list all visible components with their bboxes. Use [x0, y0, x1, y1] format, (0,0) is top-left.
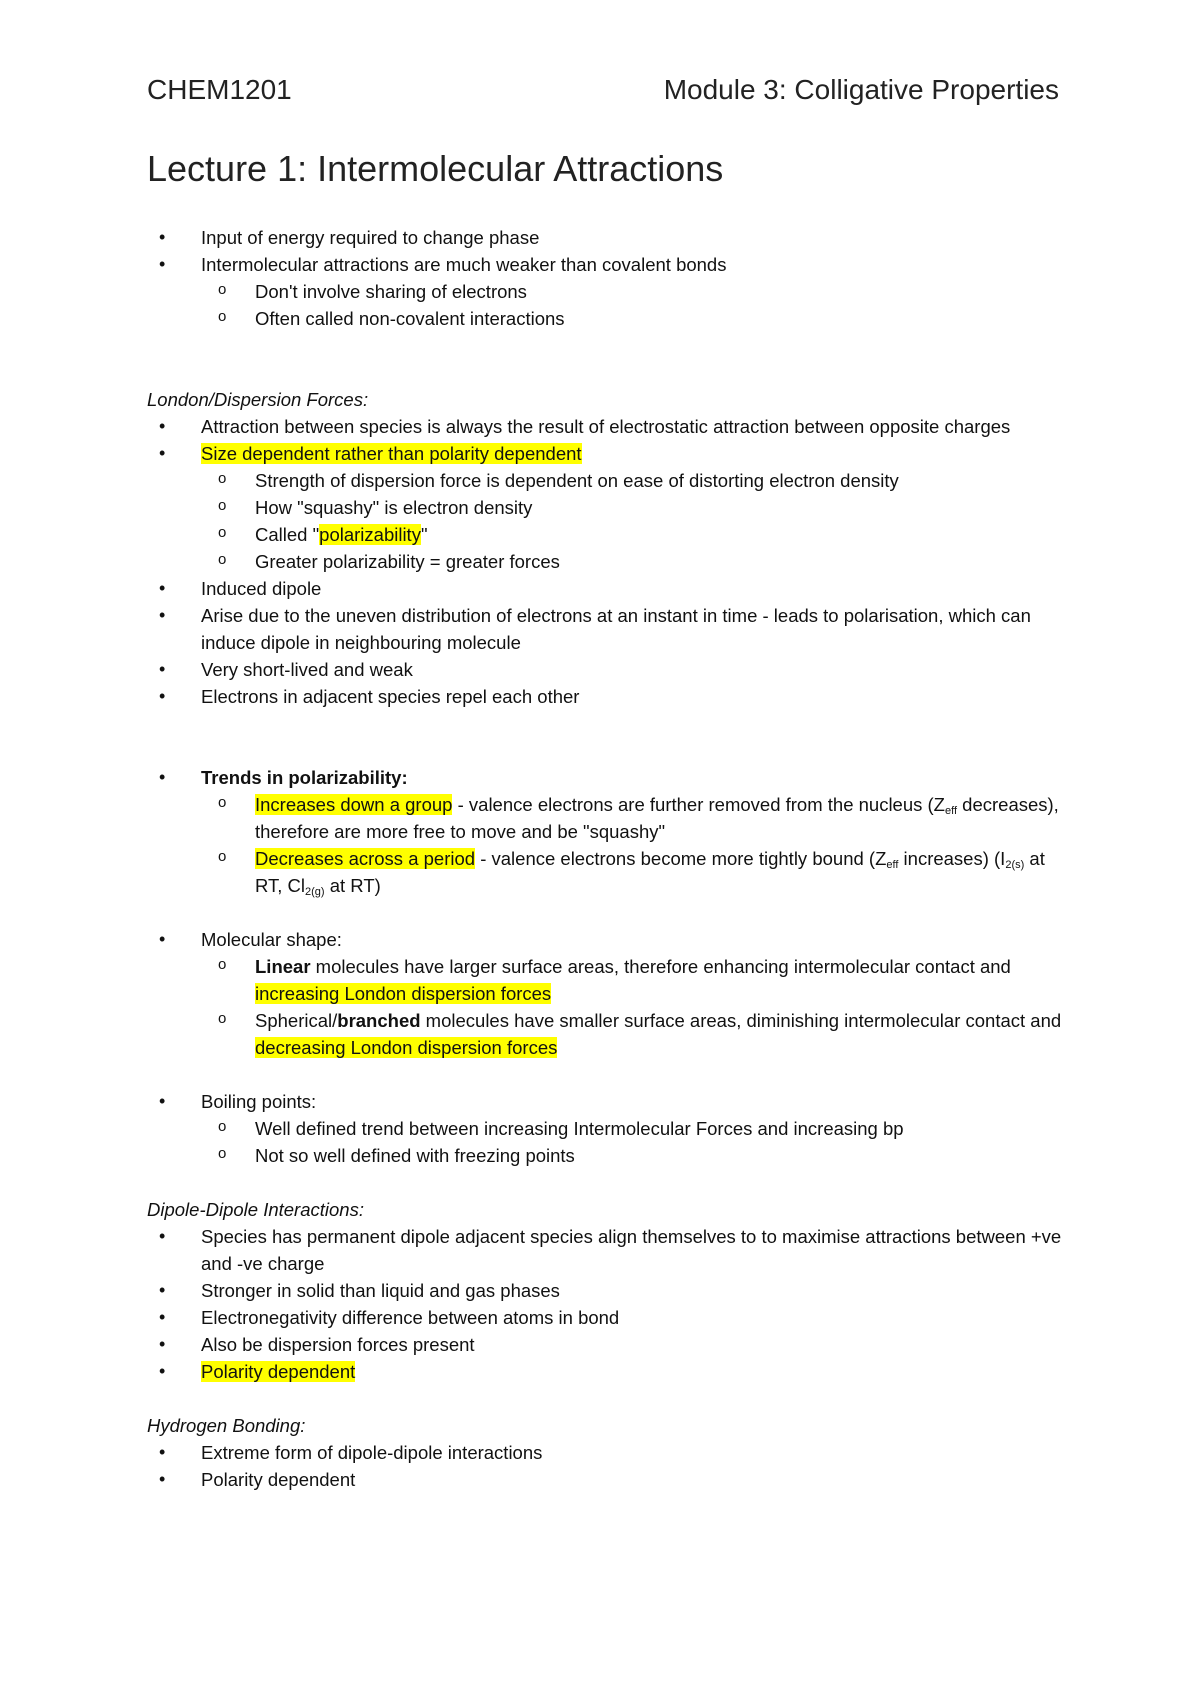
list-item: • Input of energy required to change phase — [147, 224, 1067, 251]
dipole-list — [147, 1223, 1067, 1385]
shape-list — [147, 926, 1067, 1061]
sub-list-item: o Linear molecules have larger surface areas, therefore enhancing intermolecular contact and increasing London dispersion forces — [147, 953, 1067, 1007]
list-item: • Species has permanent dipole adjacent species align themselves to to maximise attractions between +ve and -ve charge — [147, 1223, 1067, 1277]
hbond-list — [147, 1439, 1067, 1493]
highlight: Increases down a group — [255, 794, 453, 815]
highlight: polarizability — [319, 524, 421, 545]
sub-list-item: o Called "polarizability" — [147, 521, 1067, 548]
sub-list-item: o Strength of dispersion force is dependent on ease of distorting electron density — [147, 467, 1067, 494]
sub-list-item: o Not so well defined with freezing points — [147, 1142, 1067, 1169]
section-heading-dipole: Dipole-Dipole Interactions: — [147, 1199, 364, 1220]
list-item: • Extreme form of dipole-dipole interactions — [147, 1439, 1067, 1466]
highlight: increasing London dispersion forces — [255, 983, 552, 1004]
london-list — [147, 413, 1067, 710]
list-item: • Intermolecular attractions are much weaker than covalent bonds o Don't involve sharing of electrons o Often called non-covalent interactions — [147, 251, 1067, 332]
highlight: Polarity dependent — [201, 1361, 356, 1382]
sub-list — [201, 1115, 1067, 1169]
list-item: • Boiling points: o Well defined trend between increasing Intermolecular Forces and increasing bp o Not so well defined with freezing points — [147, 1088, 1067, 1169]
list-item: • Attraction between species is always the result of electrostatic attraction between opposite charges — [147, 413, 1067, 440]
sub-list-item: o Well defined trend between increasing Intermolecular Forces and increasing bp — [147, 1115, 1067, 1142]
trends-label: Trends in polarizability: — [201, 767, 408, 788]
list-item: • Polarity dependent — [147, 1466, 1067, 1493]
section-heading-london: London/Dispersion Forces: — [147, 389, 369, 410]
notes-body — [147, 224, 1067, 1493]
sub-list — [201, 953, 1067, 1061]
list-item: • Very short-lived and weak — [147, 656, 1067, 683]
sub-list-item: o Don't involve sharing of electrons — [147, 278, 1067, 305]
highlight: decreasing London dispersion forces — [255, 1037, 558, 1058]
list-item: • Stronger in solid than liquid and gas phases — [147, 1277, 1067, 1304]
highlight: Size dependent rather than polarity dependent — [201, 443, 582, 464]
list-item — [147, 764, 1067, 899]
intro-list — [147, 224, 1067, 332]
boiling-list — [147, 1088, 1067, 1169]
list-item: • Electrons in adjacent species repel each other — [147, 683, 1067, 710]
section-heading-hbond: Hydrogen Bonding: — [147, 1415, 306, 1436]
list-item — [147, 1358, 1067, 1385]
sub-list — [201, 791, 1067, 899]
lecture-title: Lecture 1: Intermolecular Attractions — [147, 148, 724, 189]
module-title: Module 3: Colligative Properties — [663, 74, 1059, 105]
list-item: • Also be dispersion forces present — [147, 1331, 1067, 1358]
sub-list-item: o Decreases across a period - valence electrons become more tightly bound ($Z_{eff}$ increases) ($I_{2(s)}$ at RT, $Cl_{2(g)}$ at RT) — [147, 845, 1067, 899]
list-item: • Arise due to the uneven distribution of electrons at an instant in time - leads to polarisation, which can induce dipole in neighbouring molecule — [147, 602, 1067, 656]
sub-list-item: o How "squashy" is electron density — [147, 494, 1067, 521]
list-item — [147, 440, 1067, 575]
sub-list-item: o Spherical/branched molecules have smaller surface areas, diminishing intermolecular contact and decreasing London dispersion forces — [147, 1007, 1067, 1061]
list-item: • Molecular shape: o Linear molecules have larger surface areas, therefore enhancing intermolecular contact and increasing London dispersion forces o Spherical/branched molecules have smaller surface areas, diminishing intermolecular contact and decreasing London dispersion forces — [147, 926, 1067, 1061]
sub-list — [201, 278, 1067, 332]
course-code: CHEM1201 — [147, 74, 292, 105]
trends-list — [147, 764, 1067, 899]
page-header — [147, 74, 1059, 114]
sub-list-item: o Increases down a group - valence electrons are further removed from the nucleus ($Z_{eff}$ decreases), therefore are more free to move and be "squashy" — [147, 791, 1067, 845]
list-item: • Electronegativity difference between atoms in bond — [147, 1304, 1067, 1331]
sub-list-item: o Often called non-covalent interactions — [147, 305, 1067, 332]
list-item: • Induced dipole — [147, 575, 1067, 602]
highlight: Decreases across a period — [255, 848, 476, 869]
sub-list — [201, 467, 1067, 575]
sub-list-item: o Greater polarizability = greater forces — [147, 548, 1067, 575]
